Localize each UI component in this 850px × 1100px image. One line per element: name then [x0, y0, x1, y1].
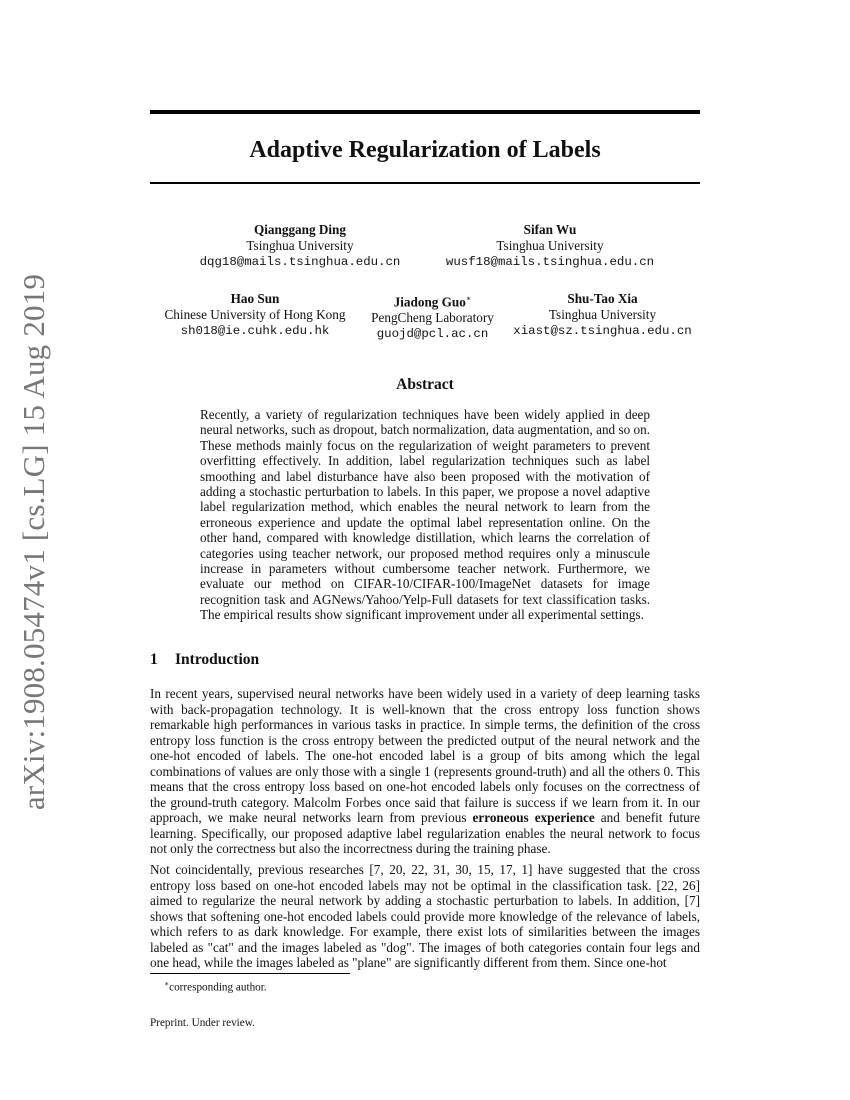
- abstract-heading: Abstract: [396, 376, 454, 393]
- author-block: [150, 291, 360, 339]
- author-block: [440, 222, 660, 270]
- corresponding-author-mark: ∗: [465, 294, 472, 303]
- footnote-rule: [150, 973, 350, 974]
- preprint-note: Preprint. Under review.: [150, 1017, 255, 1029]
- section-heading: [150, 651, 259, 669]
- author-name: Sifan Wu: [523, 222, 577, 237]
- author-email: wusf18@mails.tsinghua.edu.cn: [445, 255, 655, 269]
- paragraph-text: In recent years, supervised neural networks have been widely used in a variety of deep learning tasks with back-propagation technology. It is well-known that the cross entropy loss function shows remarkable high performances in various tasks in practice. In simple terms, the definition of the cross entropy loss function is the cross entropy between the predicted output of the neural network and the one-hot encoded of labels. The one-hot encoded label is a group of bits among which the legal combinations of values are only those with a single 1 (represents ground-truth) and all the others 0. This means that the cross entropy loss based on one-hot encoded labels only focuses on the correctness of the ground-truth category. Malcolm Forbes once said that failure is success if we learn from it. In our approach, we make neural networks learn from previous: [150, 686, 700, 825]
- author-email: sh018@ie.cuhk.edu.hk: [180, 324, 330, 338]
- abstract-text: Recently, a variety of regularization techniques have been widely applied in deep neural networks, such as dropout, batch normalization, data augmentation, and so on. These methods mainly focus on the regularization of weight parameters to prevent overfitting effectively. In addition, label regularization techniques such as label smoothing and label disturbance have also been proposed with the motivation of adding a stochastic perturbation to labels. In this paper, we propose a novel adaptive label regularization method, which enables the neural network to learn from the erroneous experience and update the optimal label representation online. On the other hand, compared with knowledge distillation, which learns the correlation of categories using teacher network, our proposed method requires only a minuscule increase in parameters without cumbersome teacher network. Furthermore, we evaluate our method on CIFAR-10/CIFAR-100/ImageNet datasets for image recognition task and AGNews/Yahoo/Yelp-Full datasets for text classification tasks. The empirical results show significant improvement under all experimental settings.: [200, 407, 650, 623]
- author-email: dqg18@mails.tsinghua.edu.cn: [199, 255, 401, 269]
- author-block: [360, 291, 505, 342]
- emphasis-text: erroneous experience: [472, 810, 595, 825]
- paragraph-text: and benefit future learning. Specifically, our proposed adaptive label regularization enables the neural network to focus not only the correctness but also the incorrectness during the training phase.: [150, 810, 700, 856]
- author-email: guojd@pcl.ac.cn: [376, 327, 489, 342]
- author-affiliation: Tsinghua University: [548, 307, 657, 322]
- arxiv-identifier-stamp: [13, 273, 55, 811]
- author-name: Shu-Tao Xia: [567, 291, 638, 306]
- author-email: xiast@sz.tsinghua.edu.cn: [513, 324, 692, 338]
- author-affiliation: PengCheng Laboratory: [371, 310, 494, 326]
- intro-paragraph: [150, 686, 700, 857]
- author-name: Jiadong Guo: [393, 294, 466, 310]
- section-title: Introduction: [175, 651, 260, 668]
- title-top-rule: [150, 110, 700, 114]
- author-affiliation: Chinese University of Hong Kong: [164, 307, 346, 322]
- author-affiliation: Tsinghua University: [496, 238, 604, 253]
- section-number: 1: [150, 651, 158, 668]
- paper-title: Adaptive Regularization of Labels: [249, 137, 601, 163]
- footnote-text: corresponding author.: [169, 981, 267, 994]
- author-block: [505, 291, 700, 339]
- footnote: [164, 977, 267, 995]
- title-bottom-rule: [150, 182, 700, 184]
- footnote-mark: ∗: [164, 979, 170, 988]
- intro-paragraph: Not coincidentally, previous researches [7, 20, 22, 31, 30, 15, 17, 1] have suggested that the cross entropy loss based on one-hot encoded labels may not be optimal in the classification task. [22, 26] aimed to regularize the neural network by adding a stochastic perturbation to labels. In addition, [7] shows that softening one-hot encoded labels could provide more knowledge of the relevance of labels, which refers to as dark knowledge. For example, there exist lots of similarities between the images labeled as "cat" and the images labeled as "dog". The images of both categories contain four legs and one head, while the images labeled as "plane" are significantly different from them. Since one-hot: [150, 862, 700, 970]
- author-affiliation: Tsinghua University: [246, 238, 354, 253]
- arxiv-identifier-text: arXiv:1908.05474v1 [cs.LG] 15 Aug 2019: [16, 273, 52, 811]
- author-name: Qianggang Ding: [254, 222, 346, 237]
- author-name: Hao Sun: [230, 291, 280, 306]
- author-block: [195, 222, 405, 270]
